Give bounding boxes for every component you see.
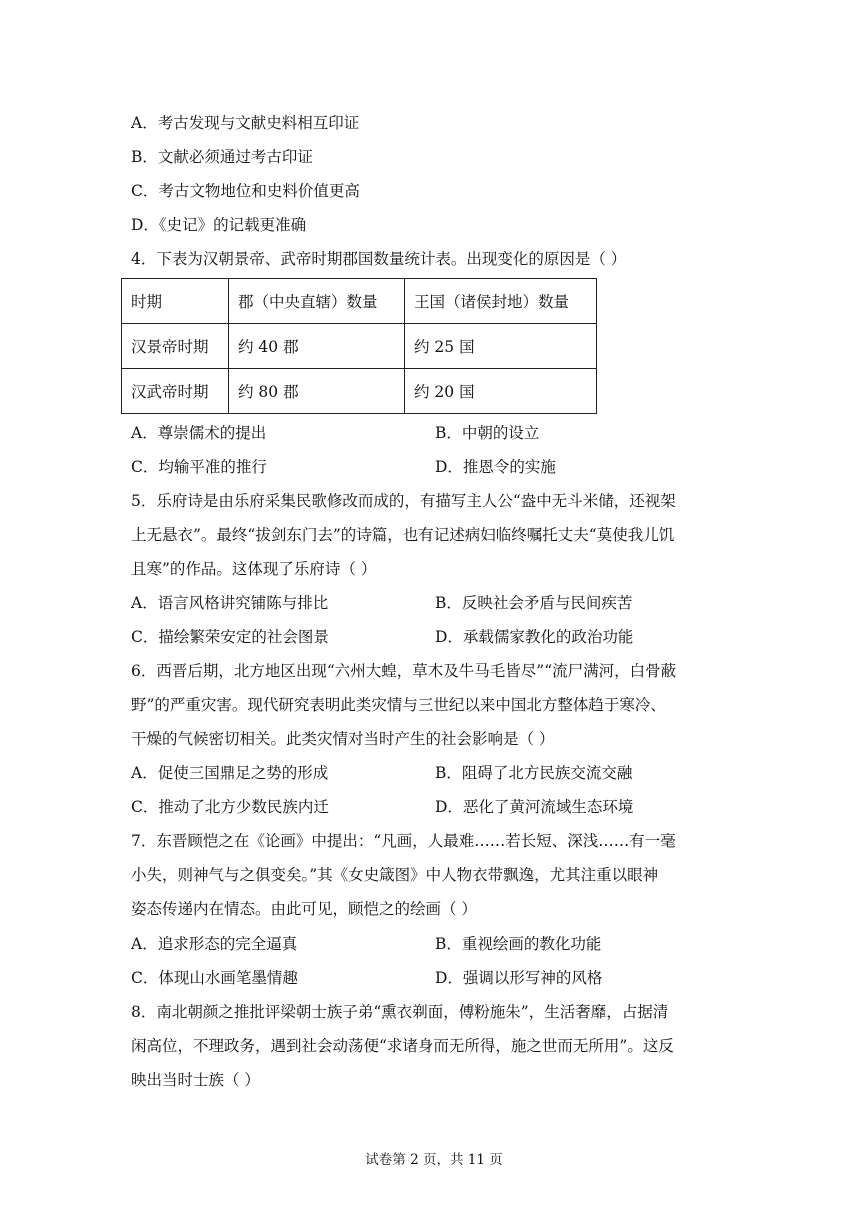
q7-option-d: D．强调以形写神的风格 (435, 969, 603, 987)
table-cell: 约 80 郡 (229, 369, 405, 414)
table-cell: 约 20 国 (405, 369, 597, 414)
q8-stem-line: 映出当时士族（ ） (131, 1071, 260, 1089)
q5-stem-line: 且寒”的作品。这体现了乐府诗（ ） (131, 560, 377, 578)
table-row (122, 324, 597, 369)
q5-option-d: D．承载儒家教化的政治功能 (435, 628, 634, 646)
table-header-row (122, 279, 597, 324)
q4-stem: 4．下表为汉朝景帝、武帝时期郡国数量统计表。出现变化的原因是（ ） (131, 250, 627, 268)
q5-option-a: A．语言风格讲究铺陈与排比 (131, 594, 329, 612)
q8-stem-line: 8．南北朝颜之推批评梁朝士族子弟“熏衣剃面，傅粉施朱”，生活奢靡，占据清 (131, 1003, 669, 1021)
q5-option-c: C．描绘繁荣安定的社会图景 (131, 628, 329, 646)
table-cell: 约 40 郡 (229, 324, 405, 369)
q6-option-b: B．阻碍了北方民族交流交融 (435, 764, 633, 782)
q3-option-a: A．考古发现与文献史料相互印证 (131, 114, 360, 132)
q6-stem-line: 干燥的气候密切相关。此类灾情对当时产生的社会影响是（ ） (131, 730, 555, 748)
table-header-cell: 时期 (122, 279, 229, 324)
q7-stem-line: 小失，则神气与之俱变矣。”其《女史箴图》中人物衣带飘逸，尤其注重以眼神 (131, 866, 659, 884)
q4-option-d: D．推恩令的实施 (435, 458, 556, 476)
q4-option-c: C．均输平准的推行 (131, 458, 267, 476)
q6-stem-line: 6．西晋后期，北方地区出现“六州大蝗，草木及牛马毛皆尽”“流尸满河，白骨蔽 (131, 662, 677, 680)
page-footer: 试卷第 2 页，共 11 页 (365, 1152, 503, 1168)
q3-option-c: C．考古文物地位和史料价值更高 (131, 182, 360, 200)
q5-stem-line: 5．乐府诗是由乐府采集民歌修改而成的，有描写主人公“盎中无斗米储，还视架 (131, 492, 676, 510)
q7-stem-line: 7．东晋顾恺之在《论画》中提出：“凡画，人最难……若长短、深浅……有一毫 (131, 832, 676, 850)
table-cell: 约 25 国 (405, 324, 597, 369)
county-kingdom-table (121, 278, 597, 414)
q7-option-b: B．重视绘画的教化功能 (435, 935, 602, 953)
table-header-cell: 郡（中央直辖）数量 (229, 279, 405, 324)
q5-option-b: B．反映社会矛盾与民间疾苦 (435, 594, 633, 612)
q6-option-d: D．恶化了黄河流域生态环境 (435, 798, 634, 816)
q7-stem-line: 姿态传递内在情态。由此可见，顾恺之的绘画（ ） (131, 900, 477, 918)
q3-option-d: D．《史记》的记载更准确 (131, 216, 307, 234)
q4-option-a: A．尊崇儒术的提出 (131, 424, 267, 442)
q7-option-a: A．追求形态的完全逼真 (131, 935, 298, 953)
table-cell: 汉景帝时期 (122, 324, 229, 369)
q8-stem-line: 闲高位，不理政务，遇到社会动荡便“求诸身而无所得，施之世而无所用”。这反 (131, 1037, 674, 1055)
table-cell: 汉武帝时期 (122, 369, 229, 414)
q7-option-c: C．体现山水画笔墨情趣 (131, 969, 298, 987)
q4-option-b: B．中朝的设立 (435, 424, 540, 442)
q5-stem-line: 上无悬衣”。最终“拔剑东门去”的诗篇，也有记述病妇临终嘱托丈夫“莫使我儿饥 (131, 526, 675, 544)
table-row (122, 369, 597, 414)
q3-option-b: B．文献必须通过考古印证 (131, 148, 313, 166)
q6-option-a: A．促使三国鼎足之势的形成 (131, 764, 329, 782)
q6-stem-line: 野”的严重灾害。现代研究表明此类灾情与三世纪以来中国北方整体趋于寒冷、 (131, 696, 666, 714)
table-header-cell: 王国（诸侯封地）数量 (405, 279, 597, 324)
q6-option-c: C．推动了北方少数民族内迁 (131, 798, 329, 816)
